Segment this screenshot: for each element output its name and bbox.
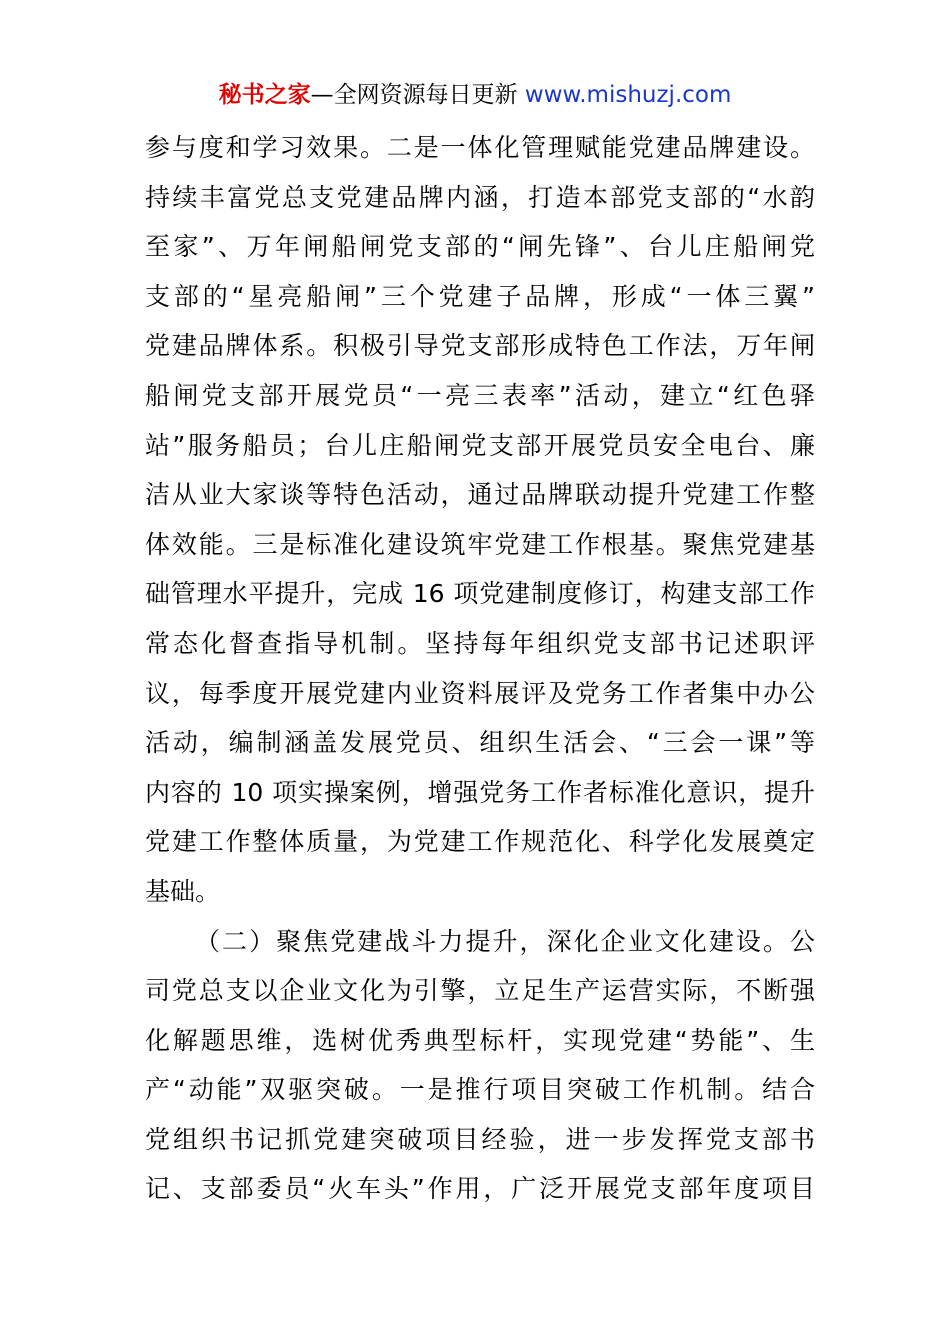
page-header: [0, 78, 950, 112]
text-line: 基础。: [145, 876, 221, 906]
text-line: 支部的“星亮船闸”三个党建子品牌，形成“一体三翼”: [145, 281, 815, 311]
section-heading-line: （二）聚焦党建战斗力提升，深化企业文化建设。公: [195, 926, 815, 956]
text-line: 体效能。三是标准化建设筑牢党建工作根基。聚焦党建基: [145, 529, 815, 559]
text-line: 党组织书记抓党建突破项目经验，进一步发挥党支部书: [145, 1124, 815, 1154]
text-line: 础管理水平提升，完成 16 项党建制度修订，构建支部工作: [145, 579, 815, 609]
text-line: 党建品牌体系。积极引导党支部形成特色工作法，万年闸: [145, 331, 815, 361]
brand-name: 秘书之家: [218, 82, 311, 108]
document-body: [145, 123, 815, 1214]
text-line: 船闸党支部开展党员“一亮三表率”活动，建立“红色驿: [145, 380, 815, 410]
header-tagline: —全网资源每日更新: [310, 82, 525, 108]
text-line: 活动，编制涵盖发展党员、组织生活会、“三会一课”等: [145, 728, 815, 758]
text-line: 洁从业大家谈等特色活动，通过品牌联动提升党建工作整: [145, 480, 815, 510]
text-line: 党建工作整体质量，为党建工作规范化、科学化发展奠定: [145, 827, 815, 857]
text-line: 议，每季度开展党建内业资料展评及党务工作者集中办公: [145, 678, 815, 708]
text-line: 司党总支以企业文化为引擎，立足生产运营实际，不断强: [145, 976, 815, 1006]
text-line: 内容的 10 项实操案例，增强党务工作者标准化意识，提升: [145, 777, 815, 807]
text-line: 站”服务船员；台儿庄船闸党支部开展党员安全电台、廉: [145, 430, 815, 460]
text-line: 产“动能”双驱突破。一是推行项目突破工作机制。结合: [145, 1075, 815, 1105]
text-line: 至家”、万年闸船闸党支部的“闸先锋”、台儿庄船闸党: [145, 232, 815, 262]
header-url-link[interactable]: www.mishuzj.com: [524, 82, 732, 108]
text-line: 记、支部委员“火车头”作用，广泛开展党支部年度项目: [145, 1174, 815, 1204]
text-line: 化解题思维，选树优秀典型标杆，实现党建“势能”、生: [145, 1025, 815, 1055]
text-line: 常态化督查指导机制。坚持每年组织党支部书记述职评: [145, 628, 815, 658]
text-line: 持续丰富党总支党建品牌内涵，打造本部党支部的“水韵: [145, 182, 815, 212]
text-line: 参与度和学习效果。二是一体化管理赋能党建品牌建设。: [145, 133, 815, 162]
